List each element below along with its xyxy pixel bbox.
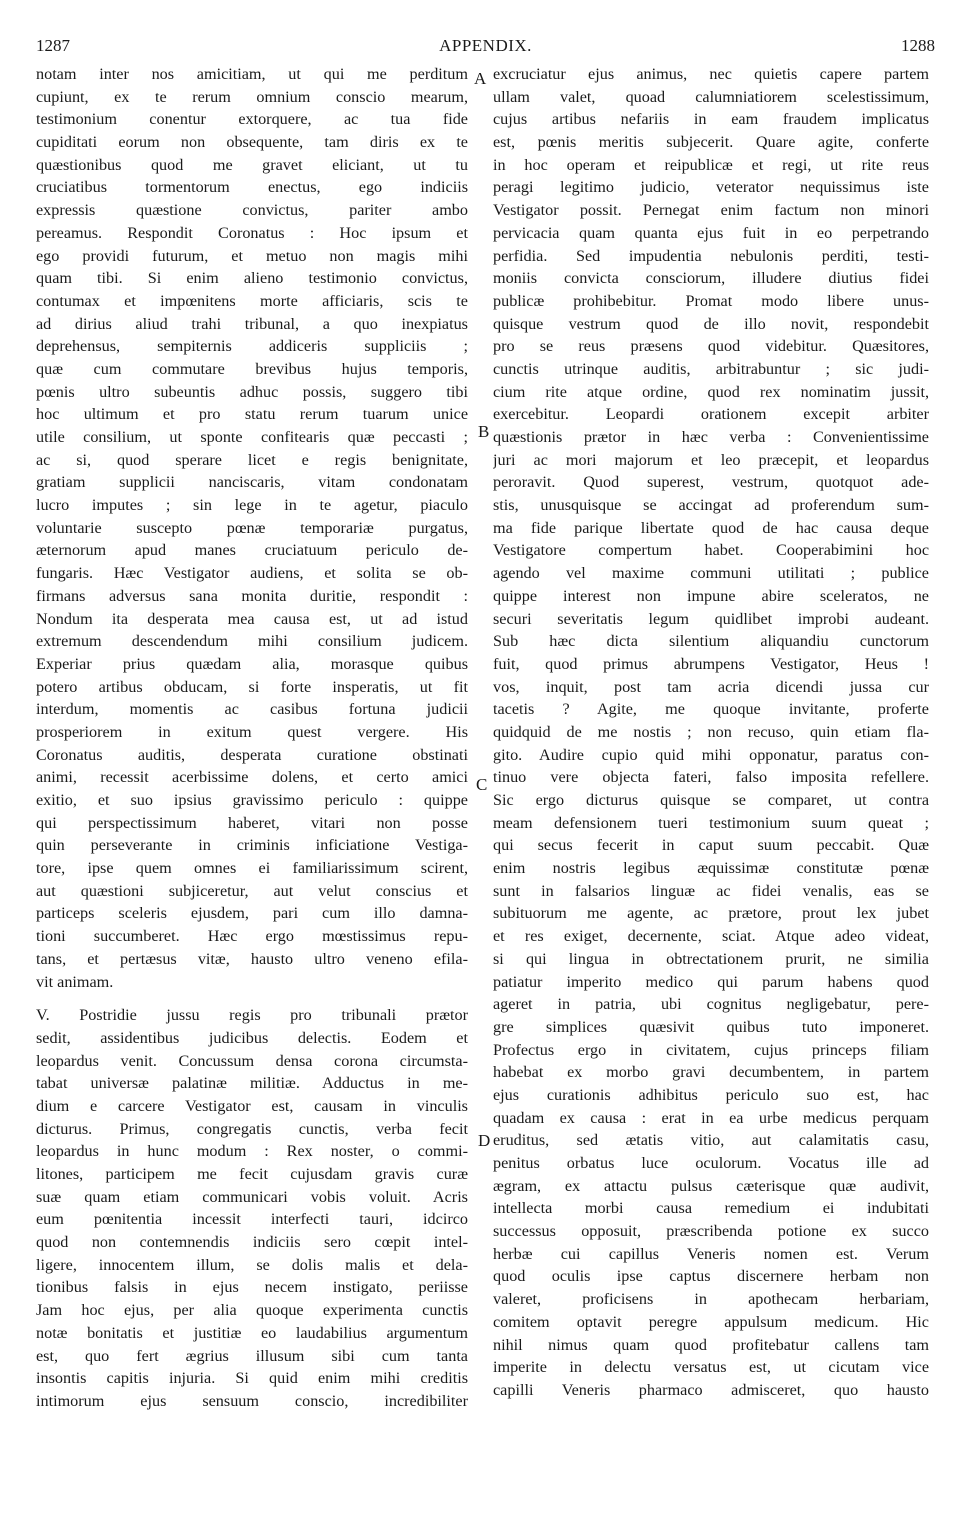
text-line: valeret, proficisens in apothecam herbariam, (493, 1290, 929, 1309)
text-line: cupiditati eorum non obsequente, tam diris ex te (36, 133, 468, 152)
text-line: ægram, ex attactu pulsus cæterisque quæ audivit, (493, 1176, 929, 1195)
running-title: APPENDIX. (439, 36, 532, 55)
text-line: quidquid de me nostis ; non recuso, quin etiam fla- (493, 722, 929, 741)
text-line: pereamus. Respondit Coronatus : Hoc ipsum et (36, 223, 468, 242)
text-line: hoc ultimum et pro statu rerum tuarum unice (36, 405, 468, 424)
text-line: et res exiget, decernente, sciat. Atque adeo videat, (493, 927, 929, 946)
text-line: particeps sceleris ejusdem, pari cum illo damna- (36, 904, 468, 923)
text-line: moniis convicta consciorum, illudere diutius fidei (493, 269, 929, 288)
text-line: exercebitur. Leopardi orationem excepit arbiter (493, 405, 929, 424)
text-line: lucro imputes ; sin lege in te agetur, piaculo (36, 496, 468, 515)
text-line: testimonium conentur extorquere, ac tua fide (36, 110, 468, 129)
text-line: animi, recessit acerbissime dolens, et certo amici (36, 768, 468, 787)
text-line: potero artibus obducam, si forte insperatis, ut fit (36, 677, 468, 696)
text-line: extremum descendendum mihi consilium judicem. (36, 632, 468, 651)
text-line: cujus artibus nefariis in eam fraudem implicatus (493, 110, 929, 129)
text-line: pœnis ultro subeuntis adhuc possis, suggero tibi (36, 382, 468, 401)
text-line: eum pœnitentia incessit interfecti tauri, idcirco (36, 1210, 468, 1229)
text-line: qui perspectissimum haberet, vitari non posse (36, 813, 468, 832)
text-line: quin perseverante in criminis inficiatione Vestiga- (36, 836, 468, 855)
text-line: leopardus in hunc modum : Rex noster, o commi- (36, 1142, 468, 1161)
text-line: vos, inquit, post tam acria dicendi jussa cur (493, 677, 929, 696)
page-number-left: 1287 (36, 36, 70, 55)
text-line: contumax et impœnitens morte afficiaris, scis te (36, 291, 468, 310)
text-line: Sic ergo dicturus quisque se comparet, ut contra (493, 791, 929, 809)
text-line: tinuo vere objecta fateri, falso imposita refellere. (493, 768, 929, 787)
text-line: si qui lingua in obtrectationem prurit, ne similia (493, 949, 929, 968)
paragraph-break (36, 993, 468, 1004)
text-line: quod oculis ipse captus discernere herbam non (493, 1267, 929, 1286)
text-line: exitio, et suo ipsius gravissimo periculo : quippe (36, 791, 468, 809)
text-line: capilli Veneris pharmaco admisceret, quo hausto (493, 1380, 929, 1399)
text-line: est, pœnis meritis subjecerit. Quare agite, conferte (493, 133, 929, 152)
text-line: eruditus, sed ætatis vitio, aut calamitatis casu, (493, 1131, 929, 1150)
text-line: quæstionis prætor in hæc verba : Convenientissime (493, 428, 929, 446)
text-line: deprehensus, sempiternis addiceris suppliciis ; (36, 337, 468, 356)
text-line: aut quæstioni subjiceretur, aut velut conscius et (36, 881, 468, 900)
text-line: fuit, quod primus abrumpens Vestigator, Heus ! (493, 654, 929, 673)
text-line: suæ quam etiam communicari vobis voluit. Acris (36, 1187, 468, 1206)
section-marker-d: D (478, 1131, 491, 1150)
text-line: imperite in delectu versatus est, ut cicutam vice (493, 1358, 929, 1377)
text-line: peragi legitimo judicio, veterator nequissimus iste (493, 178, 929, 197)
text-line: ma fide parique libertate quod de hac causa deque (493, 518, 929, 537)
text-line: ullam valet, quoad calumniatiorem scelestissimum, (493, 87, 929, 106)
text-line: prosperiorem in exitum quest vergere. His (36, 722, 468, 741)
text-line: qui secus fecerit in caput suum peccabit. Quæ (493, 836, 929, 855)
running-header (36, 36, 935, 58)
text-line: ligere, innocentem illum, se dolis malis et dela- (36, 1255, 468, 1274)
text-line: interdum, momentis ac casibus fortuna judicii (36, 700, 468, 719)
text-line: Profectus ergo in civitatem, cujus princeps filiam (493, 1040, 929, 1059)
text-line: Experiar prius quædam alia, morasque quibus (36, 654, 468, 673)
text-line: dicturus. Primus, congregatis cunctis, verba fecit (36, 1119, 468, 1138)
text-line: notæ bonitatis et justitiæ eo laudabilius argumentum (36, 1323, 468, 1342)
section-marker-b: B (478, 422, 490, 441)
text-line: pro se reus præsens quod videbitur. Quæsitores, (493, 337, 929, 356)
text-line: cruciatibus tormentorum enectus, ego indiciis (36, 178, 468, 197)
text-line: quæstionibus quod me gravet eliciant, ut tu (36, 155, 468, 174)
text-line: intimorum ejus sensuum conscio, incredibiliter (36, 1391, 468, 1410)
text-line: quam tibi. Si enim alieno testimonio convictus, (36, 269, 468, 288)
section-marker-c: C (476, 775, 488, 794)
text-line: voluntarie suscepto pœnæ temporariæ purgatus, (36, 518, 468, 537)
text-line: stis, unusquisque se accingat ad proferendum sum- (493, 496, 929, 515)
text-line: quod non contemnendis indiciis sero cœpit intel- (36, 1233, 468, 1252)
text-line: peroravit. Quod superest, vestrum, quotquot ade- (493, 473, 929, 492)
text-line: sunt in falsarios linguæ ac fidei venalis, eas se (493, 881, 929, 900)
text-line: gito. Audire cupio quid mihi opponatur, paratus con- (493, 745, 929, 764)
text-line: utile consilium, ut sponte confitearis quæ peccasti ; (36, 428, 468, 446)
text-line: enim nostris legibus æquissimæ constitutæ pœnæ (493, 859, 929, 878)
text-line: tans, et pertæsus vitæ, hausto ultro veneno efila- (36, 949, 468, 968)
text-line: tacetis ? Agite, me quoque invitante, proferte (493, 700, 929, 719)
text-line: V. Postridie jussu regis pro tribunali prætor (36, 1006, 468, 1025)
text-line: notam inter nos amicitiam, ut qui me perditum (36, 65, 468, 83)
text-line: expressis quæstione convictus, pariter ambo (36, 201, 468, 220)
text-line: intellecta morbi causa remedium ei indubitati (493, 1199, 929, 1218)
text-line: Sub hæc dicta silentium aliquandiu cunctorum (493, 632, 929, 651)
text-line: penitus orbatus luce oculorum. Vocatus ille ad (493, 1154, 929, 1172)
text-line: cupiunt, ex te rerum omnium conscio mearum, (36, 87, 468, 106)
section-marker-a: A (474, 69, 487, 88)
text-line: æternorum apud manes cruciatuum periculo de- (36, 541, 468, 560)
text-line: pervicacia quam quanta ejus fuit in eo perpetrando (493, 223, 929, 242)
text-line: gre simplices quæsivit quibus tuto imponeret. (493, 1017, 929, 1036)
text-line: ac si, quod sperare licet e regis benignitate, (36, 450, 468, 469)
text-line: publicæ prohibebitur. Promat modo libere unus- (493, 291, 929, 310)
left-text-column (36, 63, 468, 1413)
text-line: sedit, assidentibus judicibus delectis. Eodem et (36, 1028, 468, 1047)
text-line: firmans adversus sana monita duritie, respondit : (36, 586, 468, 605)
text-line: Vestigatore compertum habet. Cooperabimini hoc (493, 541, 929, 560)
text-line: ego providi futurum, et metuo non magis mihi (36, 246, 468, 265)
text-line: patiatur imperito medico qui parum habens quod (493, 972, 929, 991)
text-line: est, quo fert ægrius illusum sibi cum tanta (36, 1346, 468, 1365)
text-line: Coronatus auditis, desperata curatione obstinati (36, 745, 468, 764)
text-line: vit animam. (36, 972, 114, 991)
text-line: subituorum me agente, ac prætore, prout lex jubet (493, 904, 929, 923)
text-line: in hoc operam et reipublicæ et regi, ut rite reus (493, 155, 929, 174)
text-line: agendo vel maxime communi utilitati ; publice (493, 564, 929, 583)
text-line: quadam ex causa : erat in ea urbe medicus perquam (493, 1108, 929, 1127)
text-line: nihil nimus quam quod profitebatur callens tam (493, 1335, 929, 1354)
text-line: leopardus venit. Concussum densa corona circumsta- (36, 1051, 468, 1070)
text-line: ad dirius aliud trahi tribunal, a quo inexpiatus (36, 314, 468, 333)
text-line: herbæ cui capillus Veneris nomen est. Verum (493, 1244, 929, 1263)
text-line: insontis capitis injuria. Si quid enim mihi creditis (36, 1369, 468, 1388)
text-line: quippe interest non impune abire sceleratos, ne (493, 586, 929, 605)
text-line: dium e carcere Vestigator est, causam in vinculis (36, 1096, 468, 1115)
text-line: tionibus falsis in ejus necem instigato, periisse (36, 1278, 468, 1297)
text-line: habebat ex morbo gravi decumbentem, in partem (493, 1063, 929, 1082)
page-number-right: 1288 (901, 36, 935, 55)
text-line: ageret in patria, ubi cognitus negligebatur, pere- (493, 995, 929, 1014)
text-line: comitem optavit peregre appulsum medicum. Hic (493, 1312, 929, 1331)
right-text-column (493, 63, 929, 1402)
text-line: gratiam supplicii nanciscaris, vitam condonatam (36, 473, 468, 492)
text-line: cunctis utrinque auditis, arbitrabuntur ; sic judi- (493, 359, 929, 378)
text-line: fungaris. Hæc Vestigator audiens, et solita se ob- (36, 564, 468, 583)
text-line: tabat universæ palatinæ militiæ. Adductus in me- (36, 1074, 468, 1093)
text-line: Vestigator possit. Pernegat enim factum non minori (493, 201, 929, 220)
text-line: cium rite atque ordine, quod rex nominatim jussit, (493, 382, 929, 401)
text-line: ejus curationis adhibitus periculo suo est, hac (493, 1085, 929, 1104)
text-line: litones, participem me fecit cujusdam gravis curæ (36, 1165, 468, 1183)
text-line: Jam hoc ejus, per alia quoque experimenta cunctis (36, 1301, 468, 1320)
text-line: quisque vestrum quod de illo novit, respondebit (493, 314, 929, 333)
text-line: excruciatur ejus animus, nec quietis capere partem (493, 65, 929, 83)
text-line: meam defensionem tueri testimonium suum queat ; (493, 813, 929, 832)
text-line: quæ cum commutare brevibus hujus temporis, (36, 359, 468, 378)
text-line: tore, ipse quem omnes ei familiarissimum scirent, (36, 859, 468, 878)
text-line: Nondum ita desperata mea causa est, ut ad istud (36, 609, 468, 628)
text-line: juri ac mori majorum et leo præcepit, et leopardus (493, 450, 929, 469)
text-line: securi severitatis legum quidlibet improbi audeant. (493, 609, 929, 628)
text-line: perfidia. Sed impudentia nebulonis perditi, testi- (493, 246, 929, 265)
text-line: successus opposuit, præscribenda potione ex succo (493, 1222, 929, 1241)
text-line: tioni succumberet. Hæc ergo mœstissimus repu- (36, 927, 468, 946)
